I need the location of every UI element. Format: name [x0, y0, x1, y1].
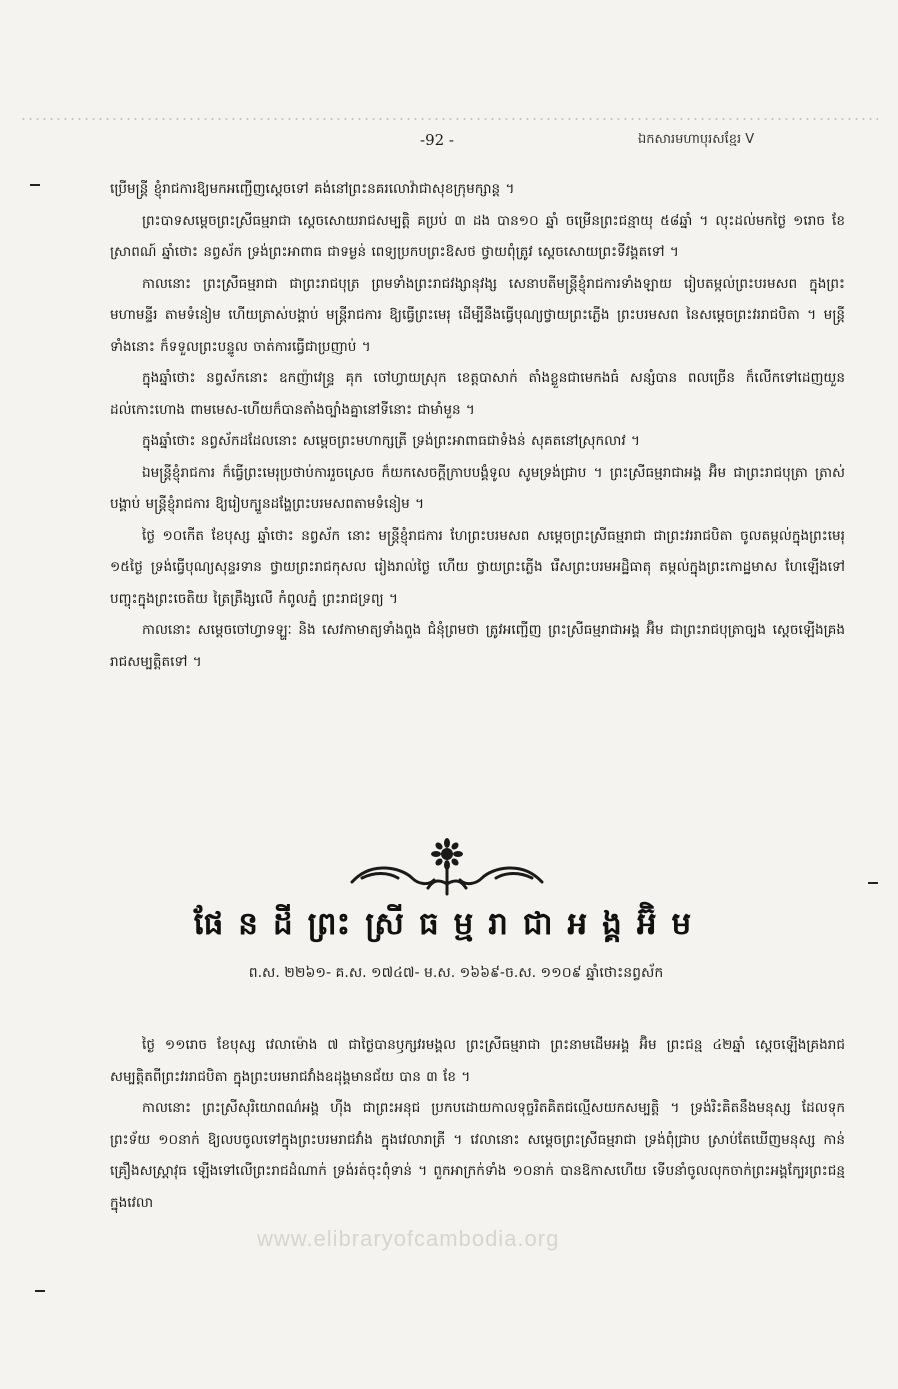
- running-title: ឯកសារមហាបុរសខ្មែរ V: [638, 132, 755, 147]
- floral-ornament-icon: [342, 838, 552, 898]
- page-number: -92 -: [420, 131, 454, 149]
- margin-mark: [30, 184, 40, 186]
- paragraph: ថ្ងៃ ១០កើត ខែបុស្ស ឆ្នាំថោះ នព្វស័ក នោះ មន្ត្រីខ្ញុំរាជការ ហែព្រះបរមសព សម្តេចព្រះស្រីធម្មរាជា ជាព្រះវររាជបិតា ចូលតម្កល់ក្នុងព្រះមេរុ ១៥ថ្ងៃ ទ្រង់ធ្វើបុណ្យសុន្ទរទាន ថ្វាយព្រះរាជកុសល រៀងរាល់ថ្ងៃ ហើយ ថ្វាយព្រះភ្លើង រើសព្រះបរមអដ្ឋិធាតុ តម្កល់ក្នុងព្រះកោដ្ឋមាស ហែឡើងទៅបញ្ចុះក្នុងព្រះចេតិយ ត្រៃត្រឹង្សលើ កំពូលភ្នំ ព្រះរាជទ្រព្យ ។: [110, 527, 845, 607]
- margin-mark: [35, 1290, 45, 1292]
- section-before-chapter: [110, 174, 845, 678]
- chapter-title: ផែនដីព្រះស្រីធម្មរាជាអង្គអ៊ិម: [193, 906, 707, 942]
- paragraph: ក្នុងឆ្នាំថោះ នព្វស័កនោះ ឧកញ៉ាវេន្ទ្រ គុក ចៅហ្វាយស្រុក ខេត្តបាសាក់ តាំងខ្លួនជាមេកងធំ សន្សំបាន ពលច្រើន ក៏លើកទៅដេញយួន ដល់កោះហោង ពាមមេស-ហើយក៏បានតាំងច្បាំងគ្នានៅទីនោះ ជាមាំមួន ។: [110, 370, 845, 418]
- chapter-dates: ព.ស. ២២៦១- គ.ស. ១៧៤៧- ម.ស. ១៦៦៩-ច.ស. ១១០៩ ឆ្នាំថោះនព្វស័ក: [248, 965, 664, 981]
- paragraph: ក្នុងឆ្នាំថោះ នព្វស័កដដែលនោះ សម្តេចព្រះមហាក្សត្រី ទ្រង់ព្រះអាពាធជាទំងន់ សុគតនៅស្រុកលាវ ។: [142, 433, 640, 449]
- paragraph: ព្រះបាទសម្តេចព្រះស្រីធម្មរាជា ស្តេចសោយរាជសម្បត្តិ គប្រប់ ៣ ដង បាន១០ ឆ្នាំ ចម្រើនព្រះជន្មាយុ ៥៨ឆ្នាំ ។ លុះដល់មកថ្ងៃ ១រោច ខែស្រាពណ៍ ឆ្នាំថោះ នព្វស័ក ទ្រង់ព្រះអាពាធ ជាទម្ងន់ ពេទ្យប្រកបព្រះឱសថ ថ្វាយពុំត្រូវ ស្តេចសោយព្រះទីវង្គតទៅ ។: [110, 212, 845, 260]
- margin-mark: [868, 882, 878, 884]
- paragraph: ឯមន្ត្រីខ្ញុំរាជការ ក៏ធ្វើព្រះមេរុប្រថាប់ការរួចស្រេច ក៏យកសេចក្តីក្រាបបង្គំទូល សូមទ្រង់ជ្រាប ។ ព្រះស្រីធម្មរាជាអង្គ អ៊ិម ជាព្រះរាជបុត្រា ត្រាស់បង្គាប់ មន្ត្រីខ្ញុំរាជការ ឱ្យរៀបក្បួនដង្ហែព្រះបរមសពតាមទំនៀម ។: [110, 464, 845, 512]
- paragraph: កាលនោះ ព្រះស្រីសុរិយោពណ៌អង្គ ហ៊ីង ជាព្រះអនុជ ប្រកបដោយកាលទុច្ចរិតគិតជល្មើសយកសម្បត្តិ ។ ទ្រង់រិះគិតនឹងមនុស្ស ដែលទុកព្រះទ័យ ១០នាក់ ឱ្យលបចូលទៅក្នុងព្រះបរមរាជវាំង ក្នុងវេលារាត្រី ។ វេលានោះ សម្តេចព្រះស្រីធម្មរាជា ទ្រង់ពុំជ្រាប ស្រាប់តែឃើញមនុស្ស កាន់គ្រឿងសស្ត្រាវុធ ឡើងទៅលើព្រះរាជដំណាក់ ទ្រង់រត់ចុះពុំទាន់ ។ ពួកអាក្រក់ទាំង ១០នាក់ បានឱកាសហើយ ទើបនាំចូលលុកចាក់ព្រះអង្គក្បែរព្រះជន្ម ក្នុងវេលា: [110, 1100, 845, 1211]
- paragraph: ប្រើមន្ត្រី ខ្ញុំរាជការឱ្យមកអញ្ជើញស្តេចទៅ គង់នៅព្រះនគរលោវ៉ាជាសុខក្រុមក្សាន្ត ។: [110, 181, 515, 197]
- paragraph: ថ្ងៃ ១១រោច ខែបុស្ស វេលាម៉ោង ៧ ជាថ្ងៃបានឫក្សវរមង្គល ព្រះស្រីធម្មរាជា ព្រះនាមដើមអង្គ អ៊ិម ព្រះជន្ម ៤២ឆ្នាំ ស្តេចឡើងគ្រងរាជសម្បត្តិតពីព្រះវររាជបិតា ក្នុងព្រះបរមរាជវាំងឧដុង្គមានជ័យ បាន ៣ ខែ ។: [110, 1037, 845, 1085]
- watermark: www.elibraryofcambodia.org: [257, 1226, 560, 1251]
- section-after-chapter: [110, 1030, 845, 1219]
- scan-dotted-line: [20, 118, 878, 120]
- paragraph: កាលនោះ ព្រះស្រីធម្មរាជា ជាព្រះរាជបុត្រ ព្រមទាំងព្រះរាជវង្សានុវង្ស សេនាបតីមន្ត្រីខ្ញុំរាជការទាំងឡាយ រៀបតម្កល់ព្រះបរមសព ក្នុងព្រះមហាមន្ទីរ តាមទំនៀម ហើយត្រាស់បង្គាប់ មន្ត្រីរាជការ ឱ្យធ្វើព្រះមេរុ ដើម្បីនឹងធ្វើបុណ្យថ្វាយព្រះភ្លើង ព្រះបរមសព នៃសម្តេចព្រះវររាជបិតា ។ មន្ត្រីទាំងនោះ ក៏ទទួលព្រះបន្ទូល ចាត់ការធ្វើជាប្រញាប់ ។: [110, 275, 845, 355]
- paragraph: កាលនោះ សម្តេចចៅហ្វាទឡ្ហៈ និង សេវកាមាត្យទាំងពួង ជំនុំព្រមថា ត្រូវអញ្ជើញ ព្រះស្រីធម្មរាជាអង្គ អ៊ិម ជាព្រះរាជបុត្រាច្បង ស្តេចឡើងគ្រងរាជសម្បត្តិតទៅ ។: [110, 622, 845, 670]
